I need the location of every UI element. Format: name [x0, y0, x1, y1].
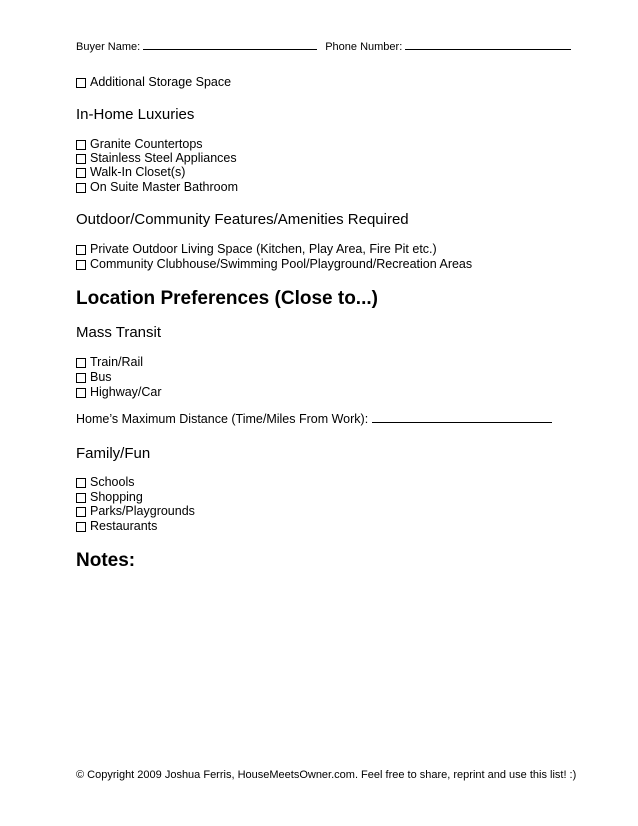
buyer-name-field[interactable]	[143, 38, 317, 50]
notes-heading: Notes:	[76, 550, 136, 571]
checkbox[interactable]	[76, 373, 86, 383]
item-label: Stainless Steel Appliances	[90, 151, 237, 165]
checklist-item-bus[interactable]	[76, 370, 112, 385]
checkbox[interactable]	[76, 493, 86, 503]
checklist-item-restaurants[interactable]	[76, 519, 157, 534]
checkbox[interactable]	[76, 183, 86, 193]
checkbox[interactable]	[76, 507, 86, 517]
location-preferences-heading: Location Preferences (Close to...)	[76, 288, 378, 309]
max-distance-label: Home’s Maximum Distance (Time/Miles From Work):	[76, 412, 369, 426]
checklist-item-parks[interactable]	[76, 504, 195, 519]
item-label: Community Clubhouse/Swimming Pool/Playground/Recreation Areas	[90, 257, 473, 271]
family-fun-heading: Family/Fun	[76, 445, 151, 462]
checklist-item-stainless[interactable]	[76, 151, 237, 166]
item-label: Train/Rail	[90, 355, 144, 369]
checklist-item-clubhouse[interactable]	[76, 257, 472, 272]
checklist-item-shopping[interactable]	[76, 490, 143, 505]
checklist-item-train[interactable]	[76, 355, 143, 370]
phone-number-label: Phone Number:	[325, 41, 403, 53]
mass-transit-heading: Mass Transit	[76, 324, 162, 341]
checkbox[interactable]	[76, 154, 86, 164]
checklist-item-walk-in-closet[interactable]	[76, 165, 185, 180]
outdoor-community-heading: Outdoor/Community Features/Amenities Required	[76, 211, 409, 228]
checklist-item-highway[interactable]	[76, 385, 162, 400]
item-label: Private Outdoor Living Space (Kitchen, Play Area, Fire Pit etc.)	[90, 242, 437, 256]
copyright-footer: © Copyright 2009 Joshua Ferris, HouseMeetsOwner.com. Feel free to share, reprint and use this list! :)	[76, 769, 577, 781]
item-label: Bus	[90, 370, 112, 384]
item-label: Walk-In Closet(s)	[90, 165, 186, 179]
checkbox[interactable]	[76, 78, 86, 88]
checkbox[interactable]	[76, 245, 86, 255]
buyer-name-label: Buyer Name:	[76, 41, 141, 53]
item-label: Schools	[90, 475, 135, 489]
checkbox[interactable]	[76, 140, 86, 150]
checkbox[interactable]	[76, 260, 86, 270]
item-label: Shopping	[90, 490, 143, 504]
item-label: On Suite Master Bathroom	[90, 180, 238, 194]
checkbox[interactable]	[76, 388, 86, 398]
max-distance-field[interactable]	[372, 411, 552, 423]
checkbox[interactable]	[76, 358, 86, 368]
item-label: Additional Storage Space	[90, 75, 232, 89]
checklist-item-schools[interactable]	[76, 475, 134, 490]
phone-number-field[interactable]	[405, 38, 571, 50]
checklist-item-outdoor-living[interactable]	[76, 242, 437, 257]
checklist-item-additional-storage[interactable]	[76, 75, 231, 90]
checklist-item-granite[interactable]	[76, 137, 203, 152]
in-home-luxuries-heading: In-Home Luxuries	[76, 106, 195, 123]
header-fields	[76, 38, 576, 54]
item-label: Restaurants	[90, 519, 158, 533]
checkbox[interactable]	[76, 522, 86, 532]
max-distance-row	[76, 411, 552, 427]
checklist-item-master-bath[interactable]	[76, 180, 238, 195]
item-label: Granite Countertops	[90, 137, 203, 151]
item-label: Highway/Car	[90, 385, 162, 399]
checkbox[interactable]	[76, 168, 86, 178]
checkbox[interactable]	[76, 478, 86, 488]
item-label: Parks/Playgrounds	[90, 504, 195, 518]
